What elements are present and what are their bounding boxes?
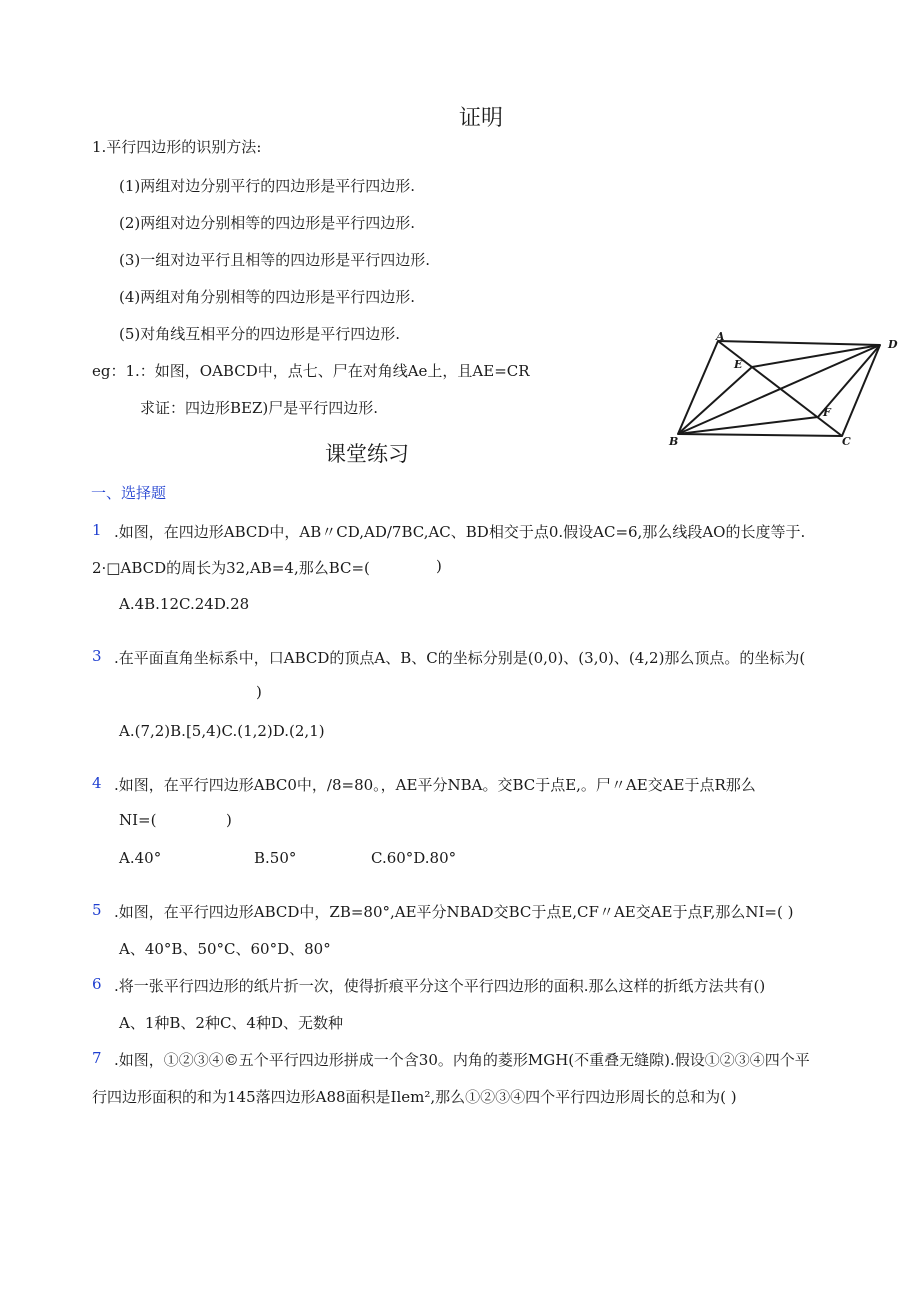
section-heading-choice: 一、选择题 [91,484,167,502]
example-statement: eg：1.：如图，OABCD中，点七、尸在对角线Ae上，且AE=CR [92,362,530,380]
question-4-option-cd: C.60°D.80° [371,849,457,867]
parallelogram-figure [668,328,908,448]
question-number: 7 [92,1049,102,1067]
question-4-close: ) [226,811,232,829]
question-5-options: A、40°B、50°C、60°D、80° [119,940,331,958]
question-7: .如图，①②③④©五个平行四边形拼成一个含30。内角的菱形MGH(不重叠无缝隙).假设①②③④四个平 [114,1051,810,1069]
question-4-answer-line: NI=( [119,811,157,829]
label-a: A [716,330,725,343]
question-number: 5 [92,901,102,919]
method-item: (4)两组对角分别相等的四边形是平行四边形. [119,288,416,306]
question-number: 4 [92,774,102,792]
label-f: F [823,406,831,419]
question-3-close: ) [256,683,262,701]
question-6-options: A、1种B、2种C、4种D、无数种 [119,1014,343,1032]
question-7-continued: 行四边形面积的和为145落四边形A88面积是Ilem²,那么①②③④四个平行四边形周长的总和为( ) [92,1088,737,1106]
segment-ed [752,345,880,367]
example-prove: 求证：四边形BEZ)尸是平行四边形. [140,399,379,417]
method-item: (2)两组对边分别相等的四边形是平行四边形. [119,214,416,232]
question-3: .在平面直角坐标系中，口ABCD的顶点A、B、C的坐标分别是(0,0)、(3,0)、(4,2)那么顶点。的坐标为( [114,649,806,667]
question-5: .如图，在平行四边形ABCD中，ZB=80°,AE平分NBAD交BC于点E,CF〃AE交AE于点F,那么NI=( ) [114,903,794,921]
label-c: C [842,435,851,448]
question-4: .如图，在平行四边形ABC0中，/8=80。，AE平分NBA。交BC于点E,。尸〃AE交AE于点R那么 [114,776,756,794]
question-2-close: ) [436,557,442,575]
label-e: E [734,358,743,371]
method-item: (3)一组对边平行且相等的四边形是平行四边形. [119,251,431,269]
method-item: (1)两组对边分别平行的四边形是平行四边形. [119,177,416,195]
practice-title: 课堂练习 [325,442,409,466]
question-2: 2·□ABCD的周长为32,AB=4,那么BC=( [92,559,370,577]
method-item: (5)对角线互相平分的四边形是平行四边形. [119,325,401,343]
question-4-option-a: A.40° [119,849,162,867]
question-2-options: A.4B.12C.24D.28 [119,595,250,613]
question-3-options: A.(7,2)B.[5,4)C.(1,2)D.(2,1) [119,722,325,740]
label-b: B [669,435,679,448]
diagonal-bd [678,345,880,434]
question-number: 6 [92,975,102,993]
question-6: .将一张平行四边形的纸片折一次，使得折痕平分这个平行四边形的面积.那么这样的折纸方法共有() [114,977,766,995]
label-d: D [888,338,898,351]
page-title: 证明 [459,106,504,131]
question-1: .如图，在四边形ABCD中，AB〃CD,AD/7BC,AC、BD相交于点0.假设AC=6,那么线段AO的长度等于. [114,523,806,541]
section-heading-methods: 1.平行四边形的识别方法: [92,138,262,156]
question-number: 1 [92,521,102,539]
question-number: 3 [92,647,102,665]
segment-be [678,367,752,434]
question-4-option-b: B.50° [254,849,297,867]
